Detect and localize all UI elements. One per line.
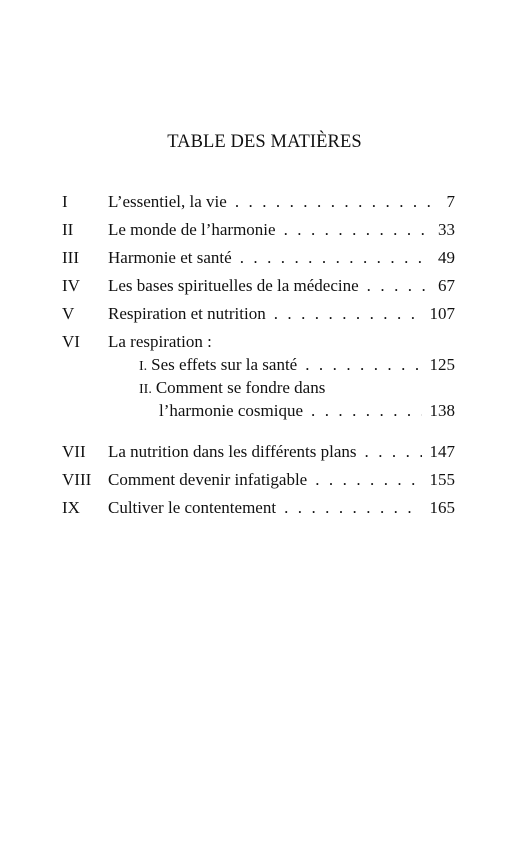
page-number: 67 bbox=[438, 276, 455, 295]
dot-leader bbox=[315, 466, 421, 494]
page-number: 7 bbox=[446, 192, 455, 211]
dot-leader bbox=[274, 300, 422, 328]
page-number: 49 bbox=[438, 248, 455, 267]
subentry-label: Ses effets sur la santé bbox=[151, 355, 298, 374]
chapter-title: Les bases spirituelles de la médecine bbox=[108, 276, 359, 295]
toc-entry bbox=[0, 466, 529, 494]
subentry-numeral: I. bbox=[139, 359, 148, 374]
subentry-title-continued: l’harmonie cosmique bbox=[159, 401, 303, 420]
chapter-title: Respiration et nutrition bbox=[108, 304, 266, 323]
chapter-numeral: IV bbox=[62, 276, 80, 295]
toc-line bbox=[108, 188, 455, 216]
chapter-numeral: V bbox=[62, 304, 75, 323]
toc-line bbox=[108, 438, 455, 466]
dot-leader bbox=[240, 244, 430, 272]
chapter-title: Comment devenir infatigable bbox=[108, 470, 308, 489]
toc-entry bbox=[0, 216, 529, 244]
toc-entry bbox=[0, 494, 529, 522]
toc-line bbox=[108, 272, 455, 300]
chapter-numeral: VI bbox=[62, 332, 80, 351]
toc-line bbox=[108, 494, 455, 522]
chapter-title: Le monde de l’harmonie bbox=[108, 220, 276, 239]
subentry-label: Comment se fondre dans bbox=[155, 378, 326, 397]
page-number: 155 bbox=[429, 470, 455, 489]
toc-subentry-continued bbox=[159, 397, 455, 425]
chapter-numeral: IX bbox=[62, 498, 80, 517]
page-number: 165 bbox=[429, 498, 455, 517]
dot-leader bbox=[284, 494, 421, 522]
toc-line bbox=[108, 300, 455, 328]
chapter-title: La respiration : bbox=[108, 332, 212, 351]
page-title: TABLE DES MATIÈRES bbox=[167, 132, 362, 152]
toc-entry bbox=[0, 300, 529, 328]
dot-leader bbox=[284, 216, 430, 244]
dot-leader bbox=[367, 272, 430, 300]
chapter-title: L’essentiel, la vie bbox=[108, 192, 227, 211]
page-number: 147 bbox=[429, 442, 455, 461]
toc-entry bbox=[0, 244, 529, 272]
subentry-numeral: II. bbox=[139, 382, 152, 397]
dot-leader bbox=[235, 188, 439, 216]
chapter-numeral: II bbox=[62, 220, 74, 239]
toc-entry bbox=[0, 438, 529, 466]
table-of-contents bbox=[0, 188, 529, 522]
chapter-numeral: VII bbox=[62, 442, 86, 461]
chapter-numeral: I bbox=[62, 192, 68, 211]
chapter-numeral: III bbox=[62, 248, 79, 267]
toc-entry bbox=[0, 328, 529, 438]
page-number: 125 bbox=[429, 355, 455, 374]
dot-leader bbox=[311, 397, 422, 425]
page-number: 107 bbox=[429, 304, 455, 323]
toc-line bbox=[108, 216, 455, 244]
toc-line bbox=[108, 466, 455, 494]
page-number: 33 bbox=[438, 220, 455, 239]
toc-line bbox=[108, 244, 455, 272]
dot-leader bbox=[365, 438, 422, 466]
toc-entry bbox=[0, 188, 529, 216]
chapter-title: Cultiver le contentement bbox=[108, 498, 277, 517]
chapter-numeral: VIII bbox=[62, 470, 92, 489]
chapter-title: La nutrition dans les différents plans bbox=[108, 442, 357, 461]
toc-entry bbox=[0, 272, 529, 300]
chapter-title: Harmonie et santé bbox=[108, 248, 232, 267]
page-number: 138 bbox=[429, 401, 455, 420]
